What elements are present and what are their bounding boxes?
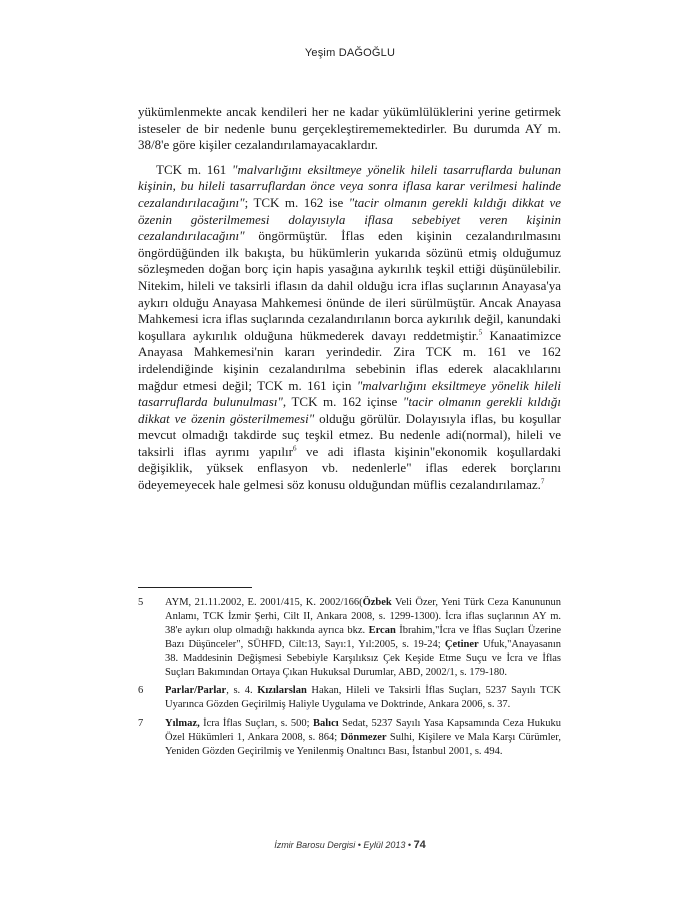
paragraph-2-text: öngörmüştür. İflas eden kişinin cezalandırılmasını öngördüğünden ilk bakışta, bu hükümlerin yukarıda sözünü etmiş olduğumuz sözleşmeden doğan borç için hapis yasağına aykırılık teşkil ettiği düşünülebilir. Nitekim, hileli ve taksirli iflasın da dahil olduğu icra iflas suçlarının Anayasa'ya aykırı olduğu Anayasa Mahkemesi önünde de ileri sürülmüştür. Ancak Anayasa Mahkemesi icra iflas suçlarında cezalandırılanın borca aykırılık değil, kanundaki koşullara aykırılık olduğuna hükmederek davayı reddetmiştir. (138, 228, 561, 343)
footnote-ref-5: 5 (478, 328, 483, 337)
running-footer (0, 839, 700, 851)
footnote-author: Özbek (362, 597, 392, 608)
footnote-author: Dönmezer (340, 732, 387, 744)
paragraph-2-text: ; TCK m. 162 ise (244, 194, 349, 210)
footnote-text (165, 717, 561, 759)
running-header-author: Yeşim DAĞOĞLU (304, 47, 396, 59)
footnote-number: 5 (138, 597, 144, 608)
quote-tck-162-short: "tacir olmanın gerekli kıldığı dikkat ve özenin gösterilmemesi" (138, 394, 561, 426)
footnotes (138, 596, 561, 764)
footnote-text-run: AYM, 21.11.2002, E. 2001/415, K. 2002/166( (165, 597, 363, 608)
paragraph-1: yükümlenmekte ancak kendileri her ne kadar yükümlülüklerini yerine getirmek isteseler de bir nedenle bunu gerçekleştirememektedirler. Bu durumda AY m. 38/8'e göre kişiler cezalandırılamayacaklardır. (138, 104, 561, 153)
quote-tck-161-short: "malvarlığını eksiltmeye yönelik hileli tasarruflarda bulunulması" (138, 377, 561, 410)
footnote-ref-7: 7 (540, 477, 545, 486)
footnote-author: Ercan (368, 624, 396, 636)
footnote-text (165, 684, 561, 712)
page-number: 74 (413, 839, 426, 851)
footnote-text-run: Sulhi, Kişilere ve Mala Karşı Cürümler, Yeniden Gözden Geçirilmiş ve Yenilenmiş Onaltıncı Bası, İstanbul 2001, s. 494. (165, 732, 561, 758)
footnote-ref-6: 6 (292, 444, 297, 453)
paragraph-2-text: , TCK m. 162 içinse (282, 394, 403, 410)
footnote-text-run: Hakan, Hileli ve Taksirli İflas Suçları, 5237 Sayılı TCK Uyarınca Gözden Geçirilmiş Haliyle Uygulama ve Doktrinde, Ankara 2006, s. 37. (165, 685, 561, 711)
paragraph-2-text: olduğu görülür. Dolayısıyla iflas, bu koşullar mevcut olmadığı takdirde suç teşkil etmez. Bu nedenle adi(normal), hileli ve taksirli iflas ayrımı yapılır (138, 410, 561, 459)
footnote-5 (138, 596, 561, 679)
footnote-author: Çetiner (444, 638, 479, 650)
paragraph-2-text: TCK m. 161 (156, 161, 233, 177)
quote-tck-161: "malvarlığını eksiltmeye yönelik hileli tasarruflarda bulunan kişinin, bu hileli tasarruflardan önce veya sonra iflasa karar verilmesi halinde cezalandırılacağını" (138, 161, 561, 210)
footnote-number: 7 (138, 718, 144, 730)
journal-name: İzmir Barosu Dergisi • Eylül 2013 • (274, 840, 412, 850)
footnote-author: Balıcı (313, 718, 339, 730)
footnote-text-run: , s. 4. (226, 685, 258, 697)
footnote-text-run: Ufuk,"Anayasanın 38. Maddesinin Değişmesi Sebebiyle Karşılıksız Çek Keşide Etme Suçu ve İcra ve İflas Suçları Bakımından Ortaya Çıkan Hukuksal Durumlar, ABD, 2002/1, s. 179-180. (165, 638, 561, 678)
footnote-7 (138, 717, 561, 759)
quote-tck-162: "tacir olmanın gerekli kıldığı dikkat ve özenin gösterilmemesi dolayısıyla iflasa sebebiyet veren kişinin cezalandırılacağını" (138, 194, 561, 244)
footnote-text-run: Sedat, 5237 Sayılı Yasa Kapsamında Ceza Hukuku Özel Hükümleri 1, Ankara 2008, s. 864; (165, 718, 562, 744)
paragraph-2-text: ve adi iflasta kişinin"ekonomik koşullardaki değişiklik, yüksek enflasyon vb. nedenlerle" iflas ederek borçlarını ödeyemeyecek hale gelmesi söz konusu olduğundan müflis cezalandırılamaz. (138, 443, 562, 493)
footnote-author: Yılmaz, (165, 718, 200, 730)
footnote-author: Kızılarslan (257, 685, 307, 697)
footnote-separator (138, 587, 252, 588)
footnote-text-run: Veli Özer, Yeni Türk Ceza Kanununun Anlamı, TCK İzmir Şerhi, Cilt II, Ankara 2008, s. 1299-1300). İcra iflas suçlarının AY m. 38'e aykırı olup olmadığı hakkında ayrıca bkz. (165, 597, 561, 636)
paragraph-2 (138, 162, 561, 494)
paragraph-2-text: Kanaatimizce Anayasa Mahkemesi'nin kararı yerindedir. Zira TCK m. 161 ve 162 irdelendiğinde kişinin cezalandırılma sebebinin iflas ederek alacaklılarını mağdur etmesi değil; TCK m. 161 için (138, 327, 561, 393)
footnote-6 (138, 684, 561, 712)
footnote-text-run: İbrahim,"İcra ve İflas Suçları Üzerine Bazı Düşünceler", SÜHFD, Cilt:13, Sayı:1, Yıl:2005, s. 19-24; (165, 624, 562, 650)
body-text (138, 104, 561, 494)
footnote-author: Parlar/Parlar (165, 685, 227, 697)
footnote-text-run: İcra İflas Suçları, s. 500; (199, 718, 314, 730)
footnote-number: 6 (138, 685, 144, 697)
footnote-text (165, 596, 561, 679)
